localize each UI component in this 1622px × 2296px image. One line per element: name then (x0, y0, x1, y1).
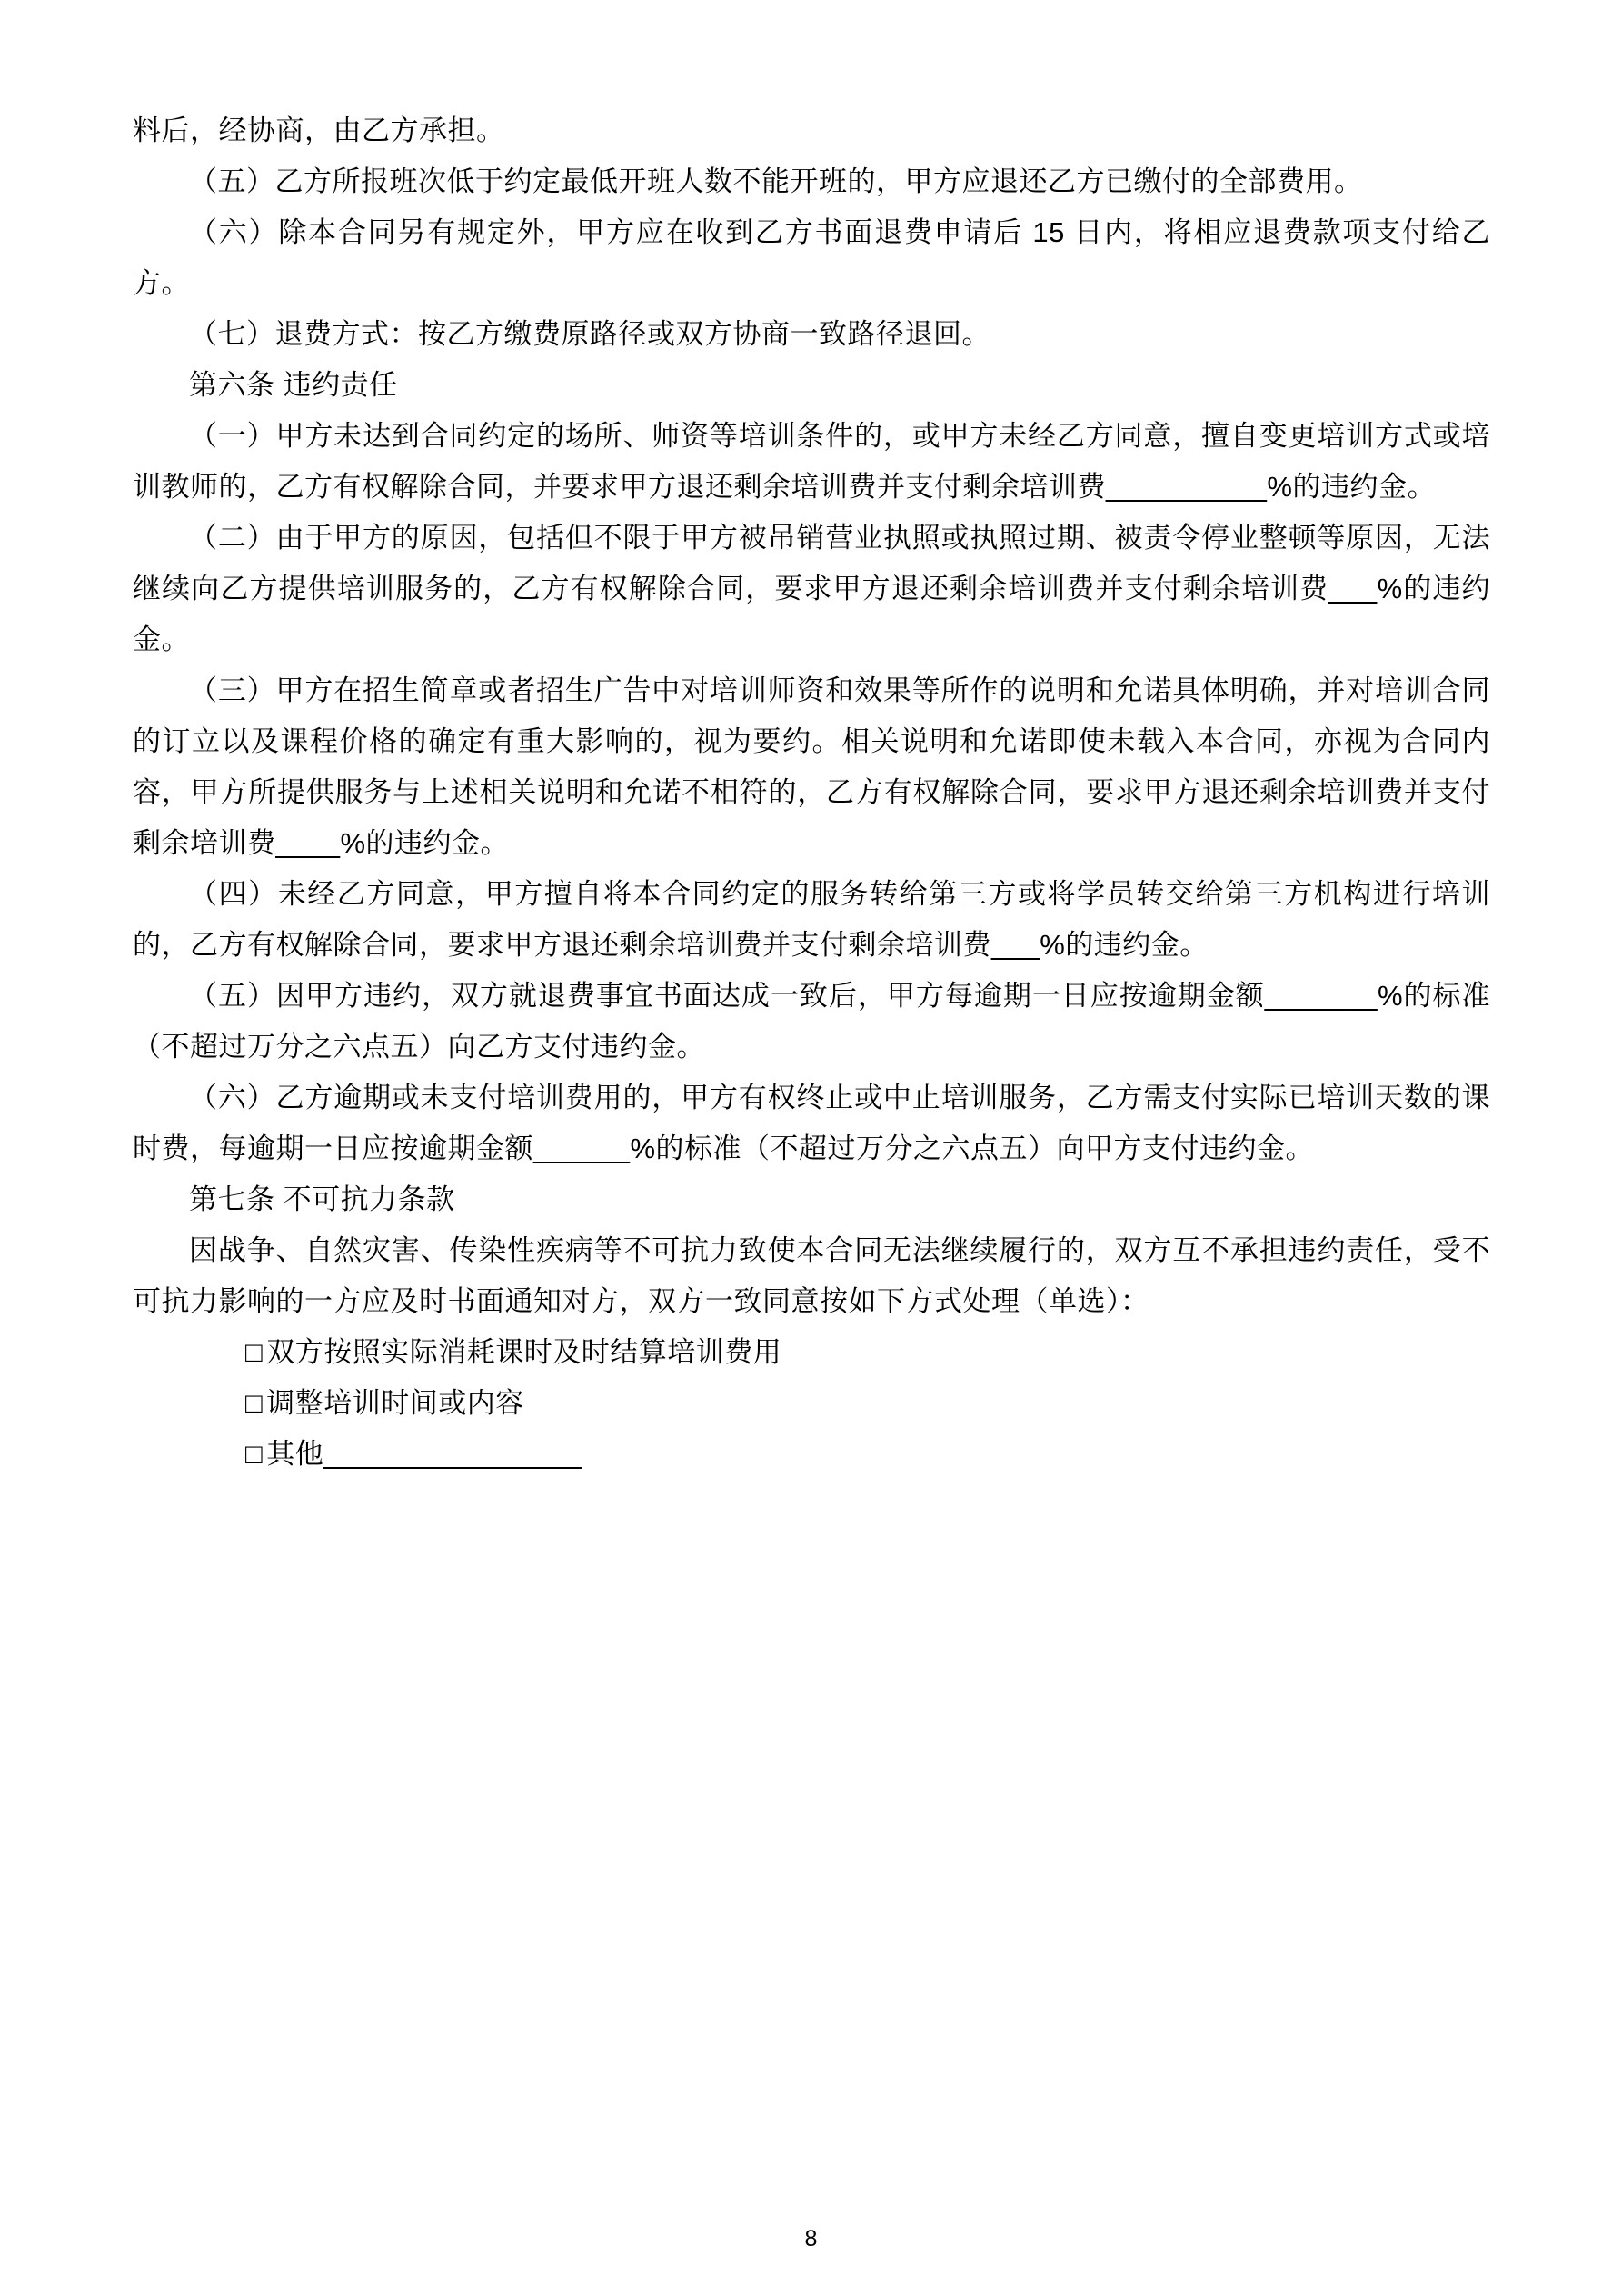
breach-clause-5: （五）因甲方违约，双方就退费事宜书面达成一致后，甲方每逾期一日应按逾期金额_______%的标准（不超过万分之六点五）向乙方支付违约金。 (133, 980, 1490, 1063)
checkbox-option-label: 其他________________ (266, 1438, 582, 1470)
breach-clause-2: （二）由于甲方的原因，包括但不限于甲方被吊销营业执照或执照过期、被责令停业整顿等原因，无法继续向乙方提供培训服务的，乙方有权解除合同，要求甲方退还剩余培训费并支付剩余培训费___%的违约金。 (133, 522, 1490, 655)
force-majeure-intro: 因战争、自然灾害、传染性疾病等不可抗力致使本合同无法继续履行的，双方互不承担违约责任，受不可抗力影响的一方应及时书面通知对方，双方一致同意按如下方式处理（单选）： (133, 1234, 1490, 1317)
article-6-heading: 第六条 违约责任 (189, 369, 398, 401)
page-number: 8 (804, 2226, 818, 2251)
checkbox-option-other[interactable] (133, 1429, 1490, 1480)
checkbox-option-label: 调整培训时间或内容 (266, 1387, 524, 1419)
checkbox-option-adjust-schedule[interactable] (133, 1378, 1490, 1429)
checkbox-icon[interactable]: □ (245, 1387, 264, 1419)
breach-clause-1: （一）甲方未达到合同约定的场所、师资等培训条件的，或甲方未经乙方同意，擅自变更培训方式或培训教师的，乙方有权解除合同，并要求甲方退还剩余培训费并支付剩余培训费__________%的违约金。 (133, 420, 1490, 503)
checkbox-option-label: 双方按照实际消耗课时及时结算培训费用 (266, 1336, 782, 1368)
article-7-heading: 第七条 不可抗力条款 (189, 1183, 455, 1215)
clause-5-refund: （五）乙方所报班次低于约定最低开班人数不能开班的，甲方应退还乙方已缴付的全部费用。 (189, 165, 1363, 197)
document-content (133, 105, 1490, 1480)
checkbox-icon[interactable]: □ (245, 1336, 264, 1368)
checkbox-option-settle-fees[interactable] (133, 1327, 1490, 1378)
checkbox-icon[interactable]: □ (245, 1438, 264, 1470)
breach-clause-6: （六）乙方逾期或未支付培训费用的，甲方有权终止或中止培训服务，乙方需支付实际已培训天数的课时费，每逾期一日应按逾期金额______%的标准（不超过万分之六点五）向甲方支付违约金。 (133, 1082, 1490, 1164)
paragraph-continuation: 料后，经协商，由乙方承担。 (133, 115, 505, 146)
clause-7-refund: （七）退费方式：按乙方缴费原路径或双方协商一致路径退回。 (189, 318, 990, 350)
breach-clause-3: （三）甲方在招生简章或者招生广告中对培训师资和效果等所作的说明和允诺具体明确，并对培训合同的订立以及课程价格的确定有重大影响的，视为要约。相关说明和允诺即使未载入本合同，亦视为合同内容，甲方所提供服务与上述相关说明和允诺不相符的，乙方有权解除合同，要求甲方退还剩余培训费并支付剩余培训费____%的违约金。 (133, 674, 1490, 859)
clause-6-refund: （六）除本合同另有规定外，甲方应在收到乙方书面退费申请后 15 日内，将相应退费款项支付给乙方。 (133, 216, 1490, 299)
breach-clause-4: （四）未经乙方同意，甲方擅自将本合同约定的服务转给第三方或将学员转交给第三方机构进行培训的，乙方有权解除合同，要求甲方退还剩余培训费并支付剩余培训费___%的违约金。 (133, 878, 1490, 961)
